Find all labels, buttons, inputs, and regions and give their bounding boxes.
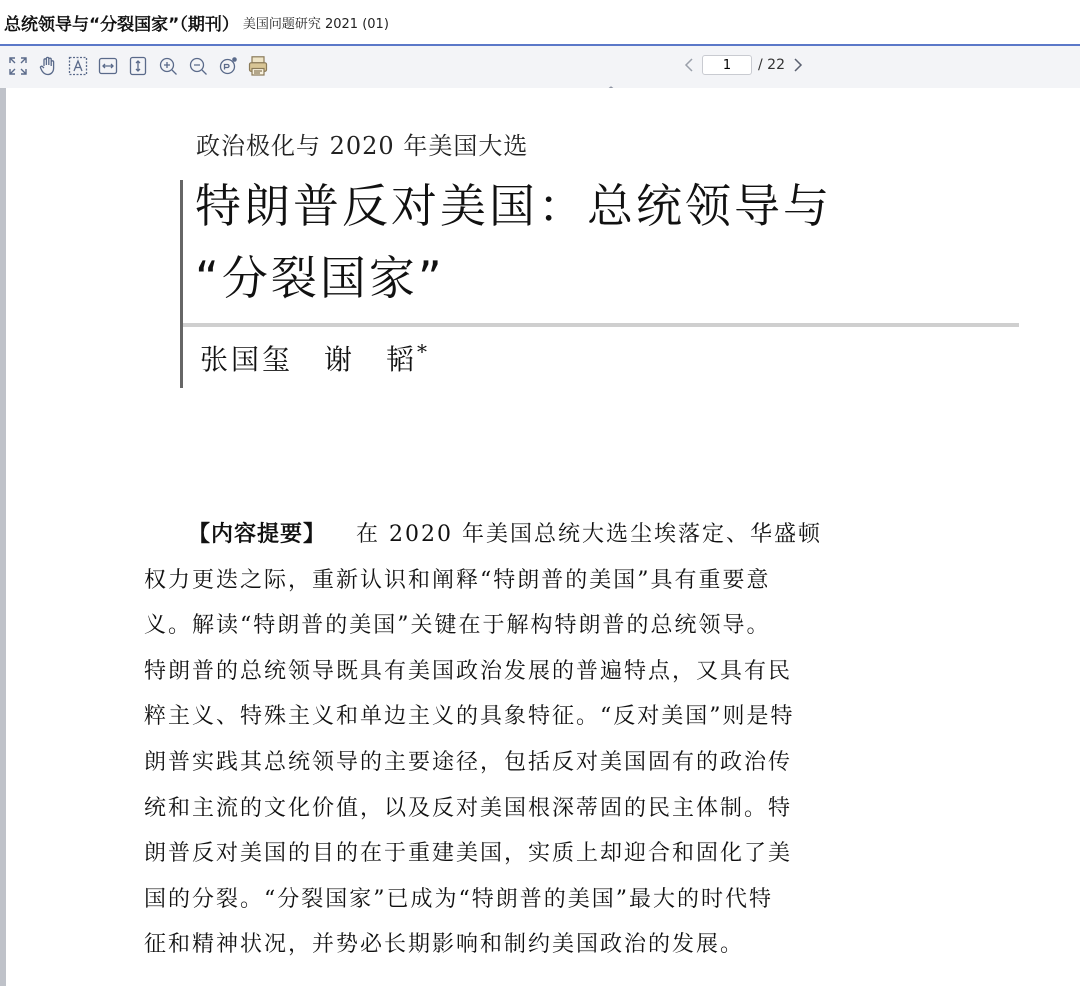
article-title xyxy=(195,170,995,314)
rotate-button[interactable] xyxy=(214,52,242,80)
toolbar-icon-group xyxy=(4,52,272,80)
abstract xyxy=(144,512,888,968)
author-names: 张国玺 谢 韬 xyxy=(200,343,418,376)
abstract-line: 特朗普的总统领导既具有美国政治发展的普遍特点，又具有民 xyxy=(144,658,793,684)
text-select-icon xyxy=(67,55,89,77)
title-accent-bar xyxy=(180,180,183,388)
hand-tool-icon xyxy=(37,55,59,77)
window-title-bar xyxy=(0,0,1080,44)
abstract-line: 征和精神状况，并势必长期影响和制约美国政治的发展。 xyxy=(144,932,745,958)
next-page-button[interactable] xyxy=(791,56,805,74)
article-title-line-2: “分裂国家” xyxy=(195,251,445,305)
author-line xyxy=(200,338,427,378)
zoom-in-icon xyxy=(157,55,179,77)
window-subtitle: 美国问题研究 2021 (01) xyxy=(242,16,389,32)
abstract-label: 【内容提要】 xyxy=(188,522,327,547)
abstract-line: 国的分裂。“分裂国家”已成为“特朗普的美国”最大的时代特 xyxy=(144,886,773,912)
abstract-line: 朗普实践其总统领导的主要途径，包括反对美国固有的政治传 xyxy=(144,749,793,775)
abstract-line: 义。解读“特朗普的美国”关键在于解构特朗普的总统领导。 xyxy=(144,613,771,639)
viewer-toolbar xyxy=(0,46,1080,89)
page-number-input[interactable] xyxy=(702,55,752,75)
abstract-text: 在 2020 年美国总统大选尘埃落定、华盛顿 xyxy=(356,522,822,547)
prev-page-button[interactable] xyxy=(682,56,696,74)
zoom-out-icon xyxy=(187,55,209,77)
abstract-line: 粹主义、特殊主义和单边主义的具象特征。“反对美国”则是特 xyxy=(144,704,795,730)
fullscreen-button[interactable] xyxy=(4,52,32,80)
chevron-right-icon xyxy=(793,58,803,72)
zoom-out-button[interactable] xyxy=(184,52,212,80)
window-title: 总统领导与“分裂国家”（期刊） xyxy=(4,14,239,35)
fit-height-icon xyxy=(127,55,149,77)
column-label: 政治极化与 2020 年美国大选 xyxy=(196,132,529,160)
author-footnote-mark: * xyxy=(417,339,428,364)
text-select-button[interactable] xyxy=(64,52,92,80)
fit-width-button[interactable] xyxy=(94,52,122,80)
abstract-line xyxy=(144,512,888,558)
page-navigator xyxy=(682,55,805,75)
fit-width-icon xyxy=(97,55,119,77)
hand-tool-button[interactable] xyxy=(34,52,62,80)
abstract-line: 权力更迭之际，重新认识和阐释“特朗普的美国”具有重要意 xyxy=(144,567,771,593)
total-pages-label: / 22 xyxy=(758,57,785,73)
abstract-line: 朗普反对美国的目的在于重建美国，实质上却迎合和固化了美 xyxy=(144,841,793,867)
print-icon xyxy=(247,55,269,77)
title-divider xyxy=(183,323,1019,327)
fullscreen-icon xyxy=(7,55,29,77)
chevron-left-icon xyxy=(684,58,694,72)
zoom-in-button[interactable] xyxy=(154,52,182,80)
print-button[interactable] xyxy=(244,52,272,80)
rotate-icon xyxy=(217,55,239,77)
abstract-line: 统和主流的文化价值，以及反对美国根深蒂固的民主体制。特 xyxy=(144,795,793,821)
fit-height-button[interactable] xyxy=(124,52,152,80)
article-title-line-1: 特朗普反对美国：总统领导与 xyxy=(195,179,832,233)
